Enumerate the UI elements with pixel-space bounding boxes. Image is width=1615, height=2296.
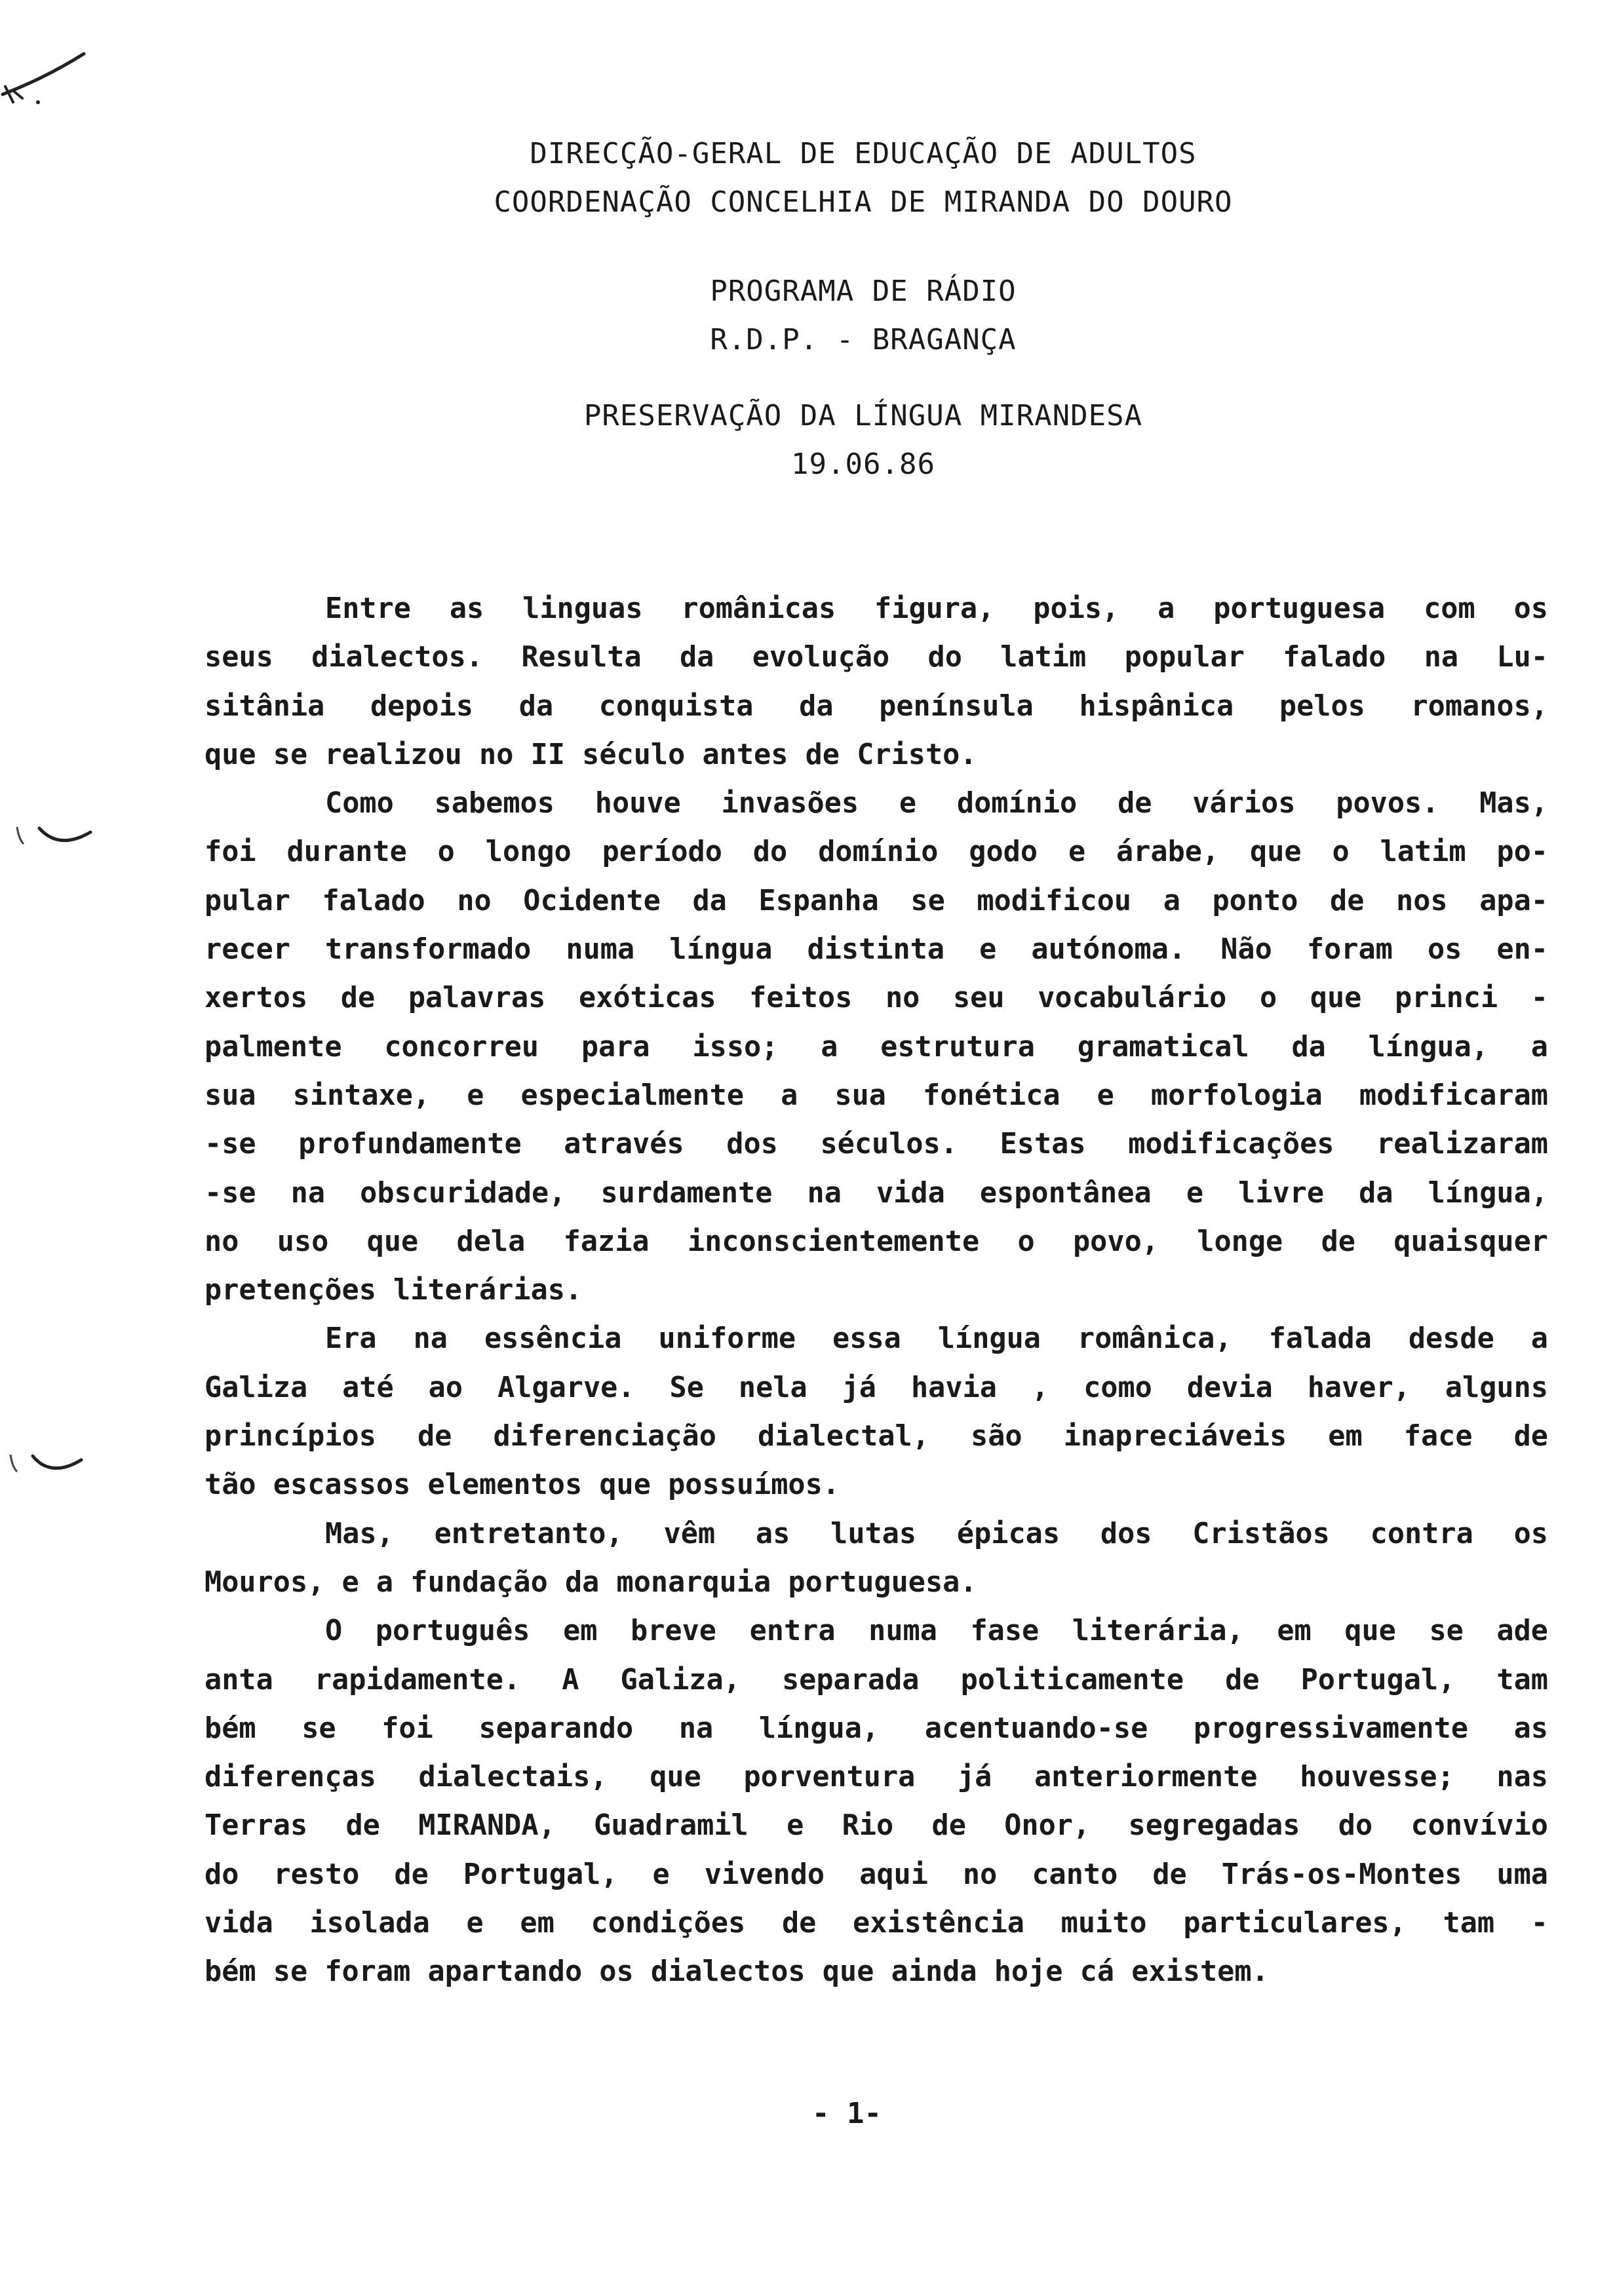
text-line: xertos de palavras exóticas feitos no seu vocabulário o que princi - [204,982,1548,1015]
text-line: Mas, entretanto, vêm as lutas épicas dos Cristãos contra os [325,1517,1548,1550]
text-line: Mouros, e a fundação da monarquia portuguesa. [204,1565,977,1599]
text-line: palmente concorreu para isso; a estrutura gramatical da língua, a [204,1030,1548,1063]
text-line: princípios de diferenciação dialectal, são inapreciáveis em face de [204,1420,1548,1453]
topic-title: PRESERVAÇÃO DA LÍNGUA MIRANDESA [583,399,1143,432]
text-line: vida isolada e em condições de existência muito particulares, tam - [204,1907,1548,1940]
org-line-1: DIRECÇÃO-GERAL DE EDUCAÇÃO DE ADULTOS [530,137,1197,170]
margin-check-mark-1 [13,813,98,858]
text-line: anta rapidamente. A Galiza, separada politicamente de Portugal, tam [204,1663,1548,1696]
organization-header [56,130,1615,227]
program-line-2: R.D.P. - BRAGANÇA [710,323,1017,356]
text-line: recer transformado numa língua distinta e autónoma. Não foram os en- [204,933,1548,966]
text-line: Como sabemos houve invasões e domínio de vários povos. Mas, [325,787,1548,820]
text-line: Terras de MIRANDA, Guadramil e Rio de Onor, segregadas do convívio [204,1809,1548,1843]
text-line: -se na obscuridade, surdamente na vida espontânea e livre da língua, [204,1176,1548,1210]
topic-header [56,392,1615,489]
text-line: pretenções literárias. [204,1274,583,1307]
text-line: O português em breve entra numa fase literária, em que se ade [325,1615,1548,1648]
program-line-1: PROGRAMA DE RÁDIO [710,275,1017,308]
corner-pen-mark [0,39,105,111]
text-line: bém se foram apartando os dialectos que ainda hoje cá existem. [204,1955,1269,1989]
body-text [204,584,1548,1997]
text-line: -se profundamente através dos séculos. Estas modificações realizaram [204,1128,1548,1161]
program-header [56,267,1615,364]
text-line: sitânia depois da conquista da península hispânica pelos romanos, [204,689,1548,723]
document-date: 19.06.86 [791,448,935,481]
page-number: - 1- [812,2097,882,2130]
text-line: Galiza até ao Algarve. Se nela já havia , como devia haver, alguns [204,1371,1548,1404]
margin-check-mark-2 [4,1442,89,1487]
text-line: Era na essência uniforme essa língua românica, falada desde a [325,1322,1548,1356]
text-line: diferenças dialectais, que porventura já anteriormente houvesse; nas [204,1761,1548,1794]
text-line: foi durante o longo período do domínio godo e árabe, que o latim po- [204,835,1548,869]
text-line: no uso que dela fazia inconscientemente o povo, longe de quaisquer [204,1225,1548,1258]
text-line: bém se foi separando na língua, acentuando-se progressivamente as [204,1712,1548,1745]
text-line: Entre as linguas românicas figura, pois, a portuguesa com os [325,592,1548,625]
text-line: que se realizou no II século antes de Cristo. [204,738,977,771]
org-line-2: COORDENAÇÃO CONCELHIA DE MIRANDA DO DOURO [494,185,1233,219]
text-line: do resto de Portugal, e vivendo aqui no canto de Trás-os-Montes uma [204,1858,1548,1891]
text-line: pular falado no Ocidente da Espanha se modificou a ponto de nos apa- [204,884,1548,917]
text-line: sua sintaxe, e especialmente a sua fonética e morfologia modificaram [204,1079,1548,1112]
text-line: tão escassos elementos que possuímos. [204,1468,840,1502]
text-line: seus dialectos. Resulta da evolução do latim popular falado na Lu- [204,641,1548,674]
